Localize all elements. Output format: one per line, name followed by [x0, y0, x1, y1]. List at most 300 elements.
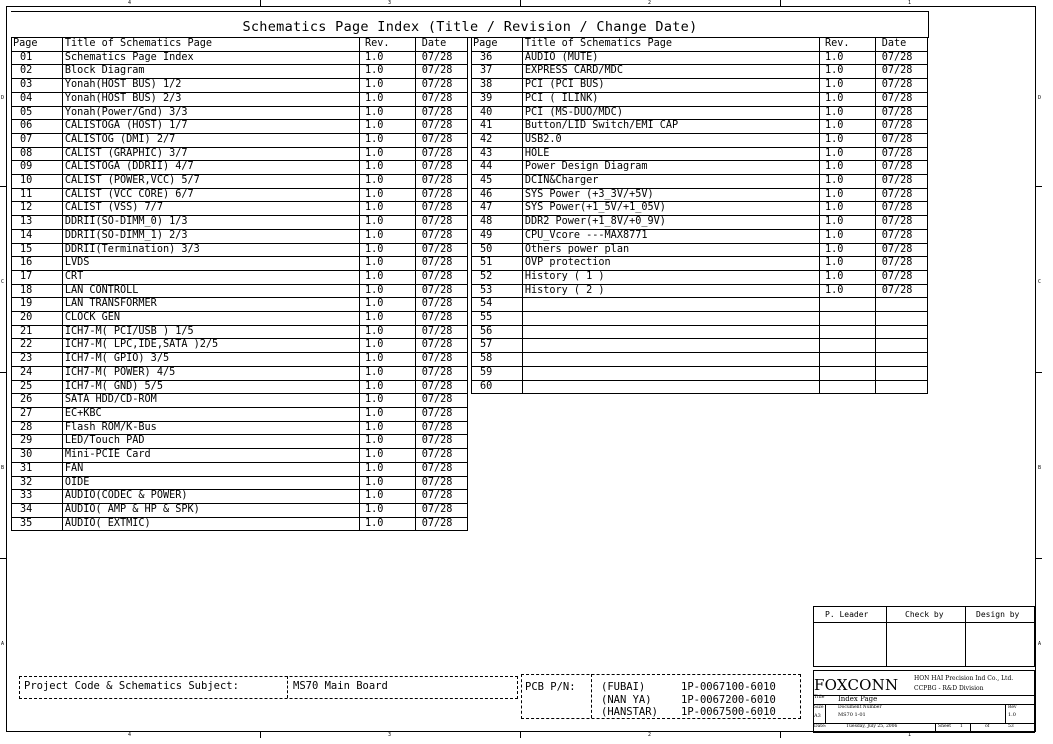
table-row	[12, 133, 468, 147]
row-date: 07/28	[415, 380, 467, 394]
table-row	[472, 51, 928, 65]
table-row	[12, 490, 468, 504]
table-row	[12, 503, 468, 517]
index-table-left	[11, 38, 468, 531]
row-title: ICH7-M( POWER) 4/5	[62, 366, 359, 380]
table-row	[12, 366, 468, 380]
table-row	[12, 65, 468, 79]
table-row	[12, 229, 468, 243]
row-rev: 1.0	[359, 106, 415, 120]
zone-tick	[1036, 186, 1042, 187]
zone-tick	[0, 372, 6, 373]
header-title: Title of Schematics Page	[522, 38, 819, 51]
row-date	[875, 312, 927, 326]
row-page: 05	[12, 106, 63, 120]
header-date: Date	[875, 38, 927, 51]
row-page: 13	[12, 216, 63, 230]
row-page: 41	[472, 120, 523, 134]
zone-label-left: D	[1, 95, 5, 101]
row-date: 07/28	[875, 106, 927, 120]
row-rev: 1.0	[359, 298, 415, 312]
project-label: Project Code & Schematics Subject:	[24, 680, 239, 692]
table-row	[472, 353, 928, 367]
row-date: 07/28	[415, 394, 467, 408]
row-date: 07/28	[415, 421, 467, 435]
row-title: Flash ROM/K-Bus	[62, 421, 359, 435]
row-date: 07/28	[415, 449, 467, 463]
row-date	[875, 366, 927, 380]
company-name: HON HAI Precision Ind Co., Ltd.	[914, 675, 1014, 682]
row-title: Yonah(Power/Gnd) 3/3	[62, 106, 359, 120]
row-rev	[819, 366, 875, 380]
row-date: 07/28	[415, 202, 467, 216]
table-row	[12, 449, 468, 463]
row-rev: 1.0	[359, 339, 415, 353]
header-title: Title of Schematics Page	[62, 38, 359, 51]
row-title: DDR2 Power(+1_8V/+0_9V)	[522, 216, 819, 230]
row-title: DDRII(SO-DIMM_0) 1/3	[62, 216, 359, 230]
row-page: 42	[472, 133, 523, 147]
pcb-vendor: (NAN YA)	[601, 694, 652, 706]
row-date: 07/28	[875, 243, 927, 257]
zone-tick	[260, 0, 261, 6]
row-title	[522, 325, 819, 339]
zone-tick	[260, 732, 261, 738]
table-row	[12, 106, 468, 120]
row-title: CALISTOG (DMI) 2/7	[62, 133, 359, 147]
table-row	[472, 257, 928, 271]
row-date: 07/28	[415, 517, 467, 531]
row-page: 57	[472, 339, 523, 353]
row-rev: 1.0	[819, 175, 875, 189]
row-date: 07/28	[415, 161, 467, 175]
pcb-label: PCB P/N:	[525, 681, 576, 693]
row-date: 07/28	[415, 312, 467, 326]
row-date: 07/28	[415, 476, 467, 490]
header-page: Page	[472, 38, 523, 51]
table-row	[472, 120, 928, 134]
row-page: 40	[472, 106, 523, 120]
row-rev: 1.0	[359, 462, 415, 476]
zone-label-bottom: 1	[908, 732, 912, 738]
row-title: CPU_Vcore ---MAX8771	[522, 229, 819, 243]
table-row	[472, 284, 928, 298]
row-page: 49	[472, 229, 523, 243]
row-title	[522, 298, 819, 312]
row-rev: 1.0	[819, 243, 875, 257]
row-title: AUDIO( EXTMIC)	[62, 517, 359, 531]
header-date: Date	[415, 38, 467, 51]
table-row	[12, 257, 468, 271]
row-date: 07/28	[875, 257, 927, 271]
table-header	[472, 38, 928, 51]
row-page: 29	[12, 435, 63, 449]
row-rev: 1.0	[359, 92, 415, 106]
table-row	[12, 312, 468, 326]
rev-value: 1.0	[1008, 712, 1016, 718]
row-rev: 1.0	[819, 147, 875, 161]
row-date: 07/28	[875, 161, 927, 175]
foxconn-logo: FOXCONN	[814, 676, 899, 694]
table-row	[12, 298, 468, 312]
row-date: 07/28	[415, 120, 467, 134]
row-rev: 1.0	[359, 161, 415, 175]
row-date: 07/28	[415, 188, 467, 202]
row-title: CRT	[62, 270, 359, 284]
row-page: 25	[12, 380, 63, 394]
row-page: 32	[12, 476, 63, 490]
row-rev: 1.0	[819, 284, 875, 298]
row-title: CALIST (POWER,VCC) 5/7	[62, 175, 359, 189]
row-page: 12	[12, 202, 63, 216]
row-title: CALISTOGA (DDRII) 4/7	[62, 161, 359, 175]
row-date: 07/28	[415, 407, 467, 421]
row-page: 47	[472, 202, 523, 216]
zone-tick	[520, 0, 521, 6]
zone-tick	[0, 186, 6, 187]
row-rev: 1.0	[359, 490, 415, 504]
size-label: Size	[814, 705, 824, 710]
table-row	[472, 202, 928, 216]
row-rev: 1.0	[359, 435, 415, 449]
pcb-part-number: 1P-0067100-6010	[681, 681, 776, 693]
row-date: 07/28	[415, 257, 467, 271]
row-rev: 1.0	[819, 65, 875, 79]
table-row	[12, 325, 468, 339]
table-row	[12, 407, 468, 421]
row-page: 43	[472, 147, 523, 161]
row-date: 07/28	[875, 284, 927, 298]
row-rev: 1.0	[359, 65, 415, 79]
row-title: LVDS	[62, 257, 359, 271]
row-rev	[819, 298, 875, 312]
row-date	[875, 380, 927, 394]
row-rev: 1.0	[819, 92, 875, 106]
table-row	[472, 339, 928, 353]
table-row	[12, 380, 468, 394]
row-title: PCI ( ILINK)	[522, 92, 819, 106]
row-page: 35	[12, 517, 63, 531]
row-rev: 1.0	[819, 188, 875, 202]
row-page: 17	[12, 270, 63, 284]
row-title: ICH7-M( GND) 5/5	[62, 380, 359, 394]
table-row	[12, 120, 468, 134]
row-page: 01	[12, 51, 63, 65]
row-title: AUDIO( AMP & HP & SPK)	[62, 503, 359, 517]
row-date: 07/28	[415, 503, 467, 517]
row-page: 50	[472, 243, 523, 257]
row-title: FAN	[62, 462, 359, 476]
table-header	[12, 38, 468, 51]
row-rev: 1.0	[359, 270, 415, 284]
row-page: 18	[12, 284, 63, 298]
row-date: 07/28	[415, 366, 467, 380]
title-block-rule	[935, 723, 936, 731]
row-page: 48	[472, 216, 523, 230]
row-date: 07/28	[875, 216, 927, 230]
table-row	[12, 147, 468, 161]
row-rev: 1.0	[359, 366, 415, 380]
row-rev: 1.0	[359, 284, 415, 298]
zone-label-bottom: 3	[388, 732, 392, 738]
row-page: 06	[12, 120, 63, 134]
row-page: 33	[12, 490, 63, 504]
row-rev: 1.0	[359, 243, 415, 257]
row-page: 31	[12, 462, 63, 476]
row-date: 07/28	[875, 188, 927, 202]
title-block-rule	[1005, 704, 1006, 723]
date-label: Date:	[814, 724, 827, 729]
row-date: 07/28	[875, 147, 927, 161]
signoff-rule	[886, 606, 887, 666]
row-title: DDRII(Termination) 3/3	[62, 243, 359, 257]
row-date	[875, 298, 927, 312]
row-title: ICH7-M( GPIO) 3/5	[62, 353, 359, 367]
row-page: 08	[12, 147, 63, 161]
row-rev: 1.0	[359, 380, 415, 394]
row-rev: 1.0	[819, 202, 875, 216]
row-rev: 1.0	[359, 147, 415, 161]
row-rev: 1.0	[359, 312, 415, 326]
zone-tick	[520, 732, 521, 738]
header-page: Page	[12, 38, 63, 51]
row-page: 46	[472, 188, 523, 202]
row-date: 07/28	[415, 243, 467, 257]
signoff-rule	[813, 622, 1034, 623]
zone-tick	[780, 732, 781, 738]
row-rev: 1.0	[819, 216, 875, 230]
row-page: 14	[12, 229, 63, 243]
signoff-leader-label: P. Leader	[825, 610, 869, 619]
table-row	[472, 229, 928, 243]
title-top-rule	[11, 11, 929, 12]
row-title: SATA HDD/CD-ROM	[62, 394, 359, 408]
zone-tick	[0, 558, 6, 559]
header-rev: Rev.	[819, 38, 875, 51]
row-page: 34	[12, 503, 63, 517]
row-page: 15	[12, 243, 63, 257]
row-rev: 1.0	[359, 407, 415, 421]
row-rev	[819, 380, 875, 394]
signoff-design-label: Design by	[976, 610, 1020, 619]
header-rev: Rev.	[359, 38, 415, 51]
table-row	[472, 243, 928, 257]
row-date: 07/28	[415, 284, 467, 298]
row-date: 07/28	[875, 92, 927, 106]
signoff-check-label: Check by	[905, 610, 944, 619]
row-rev: 1.0	[819, 270, 875, 284]
row-rev: 1.0	[359, 175, 415, 189]
table-row	[12, 339, 468, 353]
zone-tick	[780, 0, 781, 6]
row-date: 07/28	[415, 435, 467, 449]
row-title: PCI (MS-DUO/MDC)	[522, 106, 819, 120]
row-title: SYS Power (+3_3V/+5V)	[522, 188, 819, 202]
row-page: 16	[12, 257, 63, 271]
row-page: 37	[472, 65, 523, 79]
row-page: 27	[12, 407, 63, 421]
row-page: 60	[472, 380, 523, 394]
row-title: OVP protection	[522, 257, 819, 271]
zone-label-left: C	[1, 279, 5, 285]
table-row	[472, 92, 928, 106]
row-title: AUDIO(CODEC & POWER)	[62, 490, 359, 504]
row-rev: 1.0	[819, 133, 875, 147]
row-title: Power Design Diagram	[522, 161, 819, 175]
pcb-vendor: (HANSTAR)	[601, 706, 658, 718]
row-rev: 1.0	[359, 202, 415, 216]
row-title: CALIST (VCC CORE) 6/7	[62, 188, 359, 202]
zone-tick	[1036, 558, 1042, 559]
title-label: Title	[814, 695, 825, 700]
table-row	[12, 51, 468, 65]
table-row	[12, 175, 468, 189]
row-page: 21	[12, 325, 63, 339]
table-row	[472, 270, 928, 284]
of-value: 53	[1008, 724, 1014, 729]
zone-label-bottom: 4	[128, 732, 132, 738]
row-title: CALISTOGA (HOST) 1/7	[62, 120, 359, 134]
row-title: USB2.0	[522, 133, 819, 147]
title-block-rule	[825, 704, 826, 723]
table-row	[12, 421, 468, 435]
row-date: 07/28	[875, 133, 927, 147]
table-row	[472, 188, 928, 202]
table-row	[472, 106, 928, 120]
row-page: 24	[12, 366, 63, 380]
row-rev: 1.0	[819, 257, 875, 271]
row-title	[522, 366, 819, 380]
row-date: 07/28	[415, 462, 467, 476]
row-rev: 1.0	[819, 51, 875, 65]
size-value: A3	[814, 713, 821, 719]
zone-label-right: D	[1038, 95, 1042, 101]
row-date: 07/28	[415, 133, 467, 147]
row-page: 45	[472, 175, 523, 189]
table-row	[12, 270, 468, 284]
table-row	[12, 79, 468, 93]
row-rev: 1.0	[359, 449, 415, 463]
docnum-value: MS70 1-01	[838, 712, 866, 718]
row-page: 03	[12, 79, 63, 93]
row-title: Mini-PCIE Card	[62, 449, 359, 463]
row-page: 23	[12, 353, 63, 367]
division-name: CCPBG - R&D Division	[914, 685, 984, 692]
table-row	[472, 366, 928, 380]
row-date	[875, 353, 927, 367]
row-date: 07/28	[875, 79, 927, 93]
pcb-divider	[591, 674, 592, 718]
row-date: 07/28	[875, 229, 927, 243]
row-rev: 1.0	[359, 51, 415, 65]
table-row	[472, 380, 928, 394]
table-row	[12, 462, 468, 476]
table-row	[12, 394, 468, 408]
row-date: 07/28	[415, 216, 467, 230]
row-page: 04	[12, 92, 63, 106]
row-date: 07/28	[415, 175, 467, 189]
rev-label: Rev	[1008, 705, 1017, 710]
pcb-vendor: (FUBAI)	[601, 681, 646, 693]
row-date: 07/28	[875, 51, 927, 65]
row-title: ICH7-M( PCI/USB ) 1/5	[62, 325, 359, 339]
row-title: History ( 2 )	[522, 284, 819, 298]
row-page: 56	[472, 325, 523, 339]
table-row	[12, 188, 468, 202]
row-date: 07/28	[415, 339, 467, 353]
row-title: Yonah(HOST BUS) 1/2	[62, 79, 359, 93]
sheet-value: 1	[960, 724, 963, 729]
row-rev: 1.0	[359, 476, 415, 490]
row-rev: 1.0	[359, 229, 415, 243]
row-title	[522, 339, 819, 353]
row-date: 07/28	[415, 51, 467, 65]
row-page: 44	[472, 161, 523, 175]
row-title: CALIST (VSS) 7/7	[62, 202, 359, 216]
row-title: CALIST (GRAPHIC) 3/7	[62, 147, 359, 161]
table-row	[12, 353, 468, 367]
row-date: 07/28	[415, 353, 467, 367]
row-date: 07/28	[415, 325, 467, 339]
row-rev: 1.0	[359, 503, 415, 517]
row-rev: 1.0	[359, 79, 415, 93]
row-page: 59	[472, 366, 523, 380]
table-row	[472, 161, 928, 175]
row-title: EXPRESS CARD/MDC	[522, 65, 819, 79]
row-page: 28	[12, 421, 63, 435]
row-page: 09	[12, 161, 63, 175]
row-rev: 1.0	[359, 517, 415, 531]
row-title: Schematics Page Index	[62, 51, 359, 65]
row-date: 07/28	[875, 175, 927, 189]
table-row	[472, 312, 928, 326]
zone-label-top: 1	[908, 0, 912, 6]
row-title: DDRII(SO-DIMM_1) 2/3	[62, 229, 359, 243]
date-value: Tuesday, July 25, 2006	[846, 724, 898, 729]
row-title	[522, 312, 819, 326]
row-page: 52	[472, 270, 523, 284]
row-title: EC+KBC	[62, 407, 359, 421]
row-rev: 1.0	[819, 161, 875, 175]
row-date: 07/28	[415, 490, 467, 504]
table-row	[472, 65, 928, 79]
row-date: 07/28	[875, 120, 927, 134]
row-title: LED/Touch PAD	[62, 435, 359, 449]
row-title: History ( 1 )	[522, 270, 819, 284]
row-rev: 1.0	[819, 106, 875, 120]
row-date: 07/28	[415, 270, 467, 284]
row-title: Yonah(HOST BUS) 2/3	[62, 92, 359, 106]
row-title: CLOCK GEN	[62, 312, 359, 326]
row-title: Others power plan	[522, 243, 819, 257]
row-date: 07/28	[415, 65, 467, 79]
row-date: 07/28	[415, 106, 467, 120]
row-date: 07/28	[415, 298, 467, 312]
row-rev	[819, 339, 875, 353]
row-rev: 1.0	[359, 257, 415, 271]
project-divider	[287, 676, 288, 698]
title-block-rule	[970, 723, 971, 731]
row-title	[522, 353, 819, 367]
row-title: LAN CONTROLL	[62, 284, 359, 298]
row-rev: 1.0	[359, 325, 415, 339]
row-rev	[819, 325, 875, 339]
row-date: 07/28	[875, 270, 927, 284]
row-rev: 1.0	[819, 120, 875, 134]
signoff-rule	[965, 606, 966, 666]
row-page: 30	[12, 449, 63, 463]
row-page: 36	[472, 51, 523, 65]
